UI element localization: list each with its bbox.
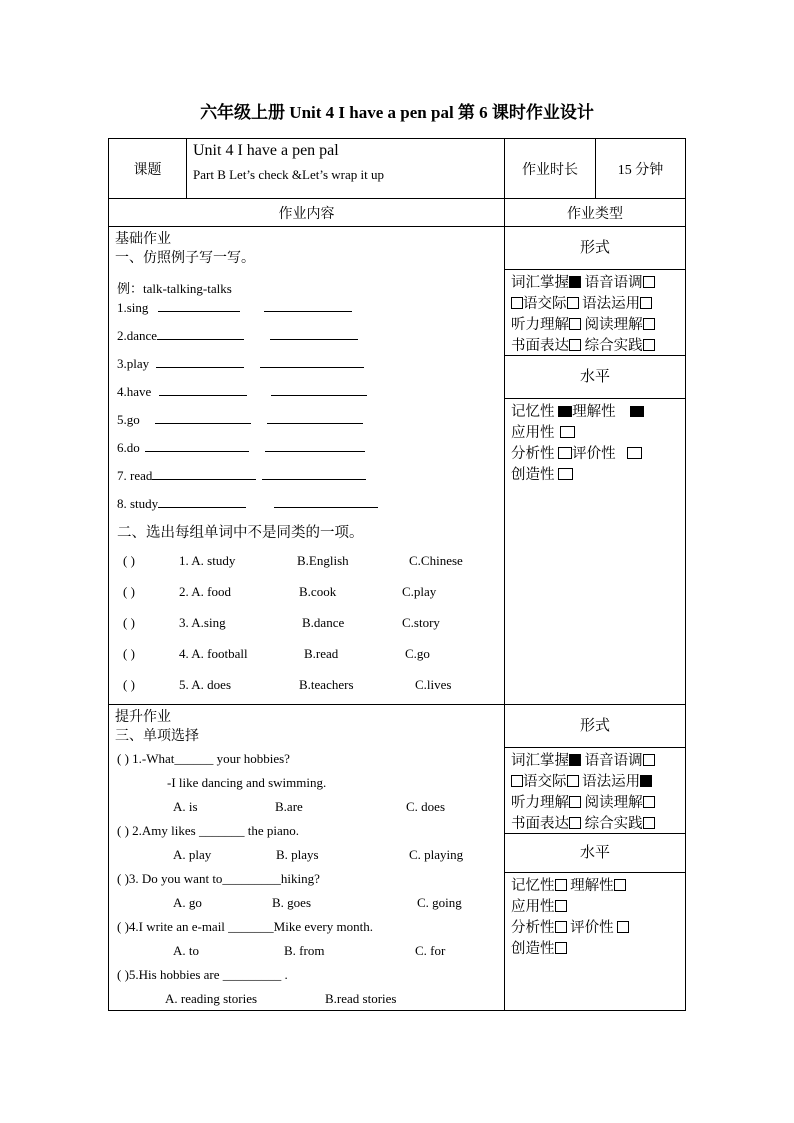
mcq-question: ( ) 2.Amy likes _______ the piano. xyxy=(117,823,299,838)
choice-option-a: 3. A.sing xyxy=(179,615,226,630)
form-label: 形式 xyxy=(579,718,610,734)
choice-option-c: C.play xyxy=(402,584,437,599)
mcq-option: B. plays xyxy=(276,847,319,862)
duration-value: 15 分钟 xyxy=(596,139,686,199)
checkbox-icon[interactable] xyxy=(555,942,567,954)
homework-table xyxy=(108,138,686,1011)
basic-heading: 基础作业 xyxy=(115,232,171,247)
checkbox-checked-icon[interactable] xyxy=(558,406,572,417)
mcq-option: A. reading stories xyxy=(165,991,258,1006)
mcq-option: B. from xyxy=(284,943,325,958)
form-label: 形式 xyxy=(579,240,610,256)
choice-option-b: B.cook xyxy=(299,584,337,599)
write-item: 5.go xyxy=(117,410,363,428)
mcq-option: C. does xyxy=(406,799,445,814)
mcq-option: C. playing xyxy=(409,847,464,862)
checkbox-icon[interactable] xyxy=(643,339,655,351)
mcq-option: B.read stories xyxy=(325,991,397,1006)
checkbox-icon[interactable] xyxy=(511,297,523,309)
choice-option-c: C.lives xyxy=(415,677,452,692)
mcq-question: ( )3. Do you want to_________hiking? xyxy=(117,871,320,886)
write-item: 2.dance xyxy=(117,326,358,344)
write-item: 4.have xyxy=(117,382,367,400)
level-opt: 评价性 xyxy=(570,920,614,936)
checkbox-icon[interactable] xyxy=(558,468,573,480)
checkbox-icon[interactable] xyxy=(558,447,572,459)
form-opt: 阅读理解 xyxy=(584,317,643,333)
choice-option-a: 5. A. does xyxy=(179,677,231,692)
form-opt: 书面表达 xyxy=(511,816,569,832)
choice-option-b: B.read xyxy=(304,646,339,661)
level-opt: 创造性 xyxy=(511,941,555,957)
choice-answer-blank: ( ) xyxy=(123,553,135,568)
level-opt: 分析性 xyxy=(511,920,555,936)
checkbox-icon[interactable] xyxy=(643,754,655,766)
write-item: 8. study xyxy=(117,494,378,512)
example-line: 例：talk-talking-talks xyxy=(117,281,232,296)
level-opt: 理解性 xyxy=(572,404,616,420)
level-label: 水平 xyxy=(505,355,685,398)
form-opt: 阅读理解 xyxy=(584,795,643,811)
mcq-list xyxy=(109,746,504,1006)
checkbox-icon[interactable] xyxy=(555,900,567,912)
level-options xyxy=(505,398,685,486)
level-opt: 创造性 xyxy=(511,467,555,483)
mcq-question: ( )4.I write an e-mail _______Mike every month. xyxy=(117,919,373,934)
mcq-question-line2: -I like dancing and swimming. xyxy=(167,775,327,790)
topic-cell xyxy=(187,139,505,199)
choice-option-c: C.Chinese xyxy=(409,553,463,568)
checkbox-checked-icon[interactable] xyxy=(640,775,652,787)
choice-option-b: B.English xyxy=(297,553,349,568)
choice-answer-blank: ( ) xyxy=(123,677,135,692)
unit-title: Unit 4 I have a pen pal xyxy=(193,142,339,159)
checkbox-icon[interactable] xyxy=(643,276,655,288)
part3-title: 三、单项选择 xyxy=(115,729,199,744)
topic-label: 课题 xyxy=(109,139,187,199)
choice-option-a: 2. A. food xyxy=(179,584,231,599)
level-label: 水平 xyxy=(505,833,685,872)
mcq-question: ( )5.His hobbies are _________ . xyxy=(117,967,288,982)
mcq-option: A. go xyxy=(173,895,202,910)
part1-title: 一、仿照例子写一写。 xyxy=(115,251,255,266)
unit-subtitle: Part B Let’s check &Let’s wrap it up xyxy=(193,167,384,182)
content-col-head: 作业内容 xyxy=(109,199,505,227)
document-title: 六年级上册 Unit 4 I have a pen pal 第 6 课时作业设计 xyxy=(200,103,594,122)
checkbox-checked-icon[interactable] xyxy=(630,406,644,417)
choice-answer-blank: ( ) xyxy=(123,584,135,599)
level-opt: 应用性 xyxy=(511,899,555,915)
form-opt: 语音语调 xyxy=(584,753,643,769)
checkbox-checked-icon[interactable] xyxy=(569,276,581,288)
type-col-head: 作业类型 xyxy=(505,199,686,227)
form-opt: 语法运用 xyxy=(582,774,641,790)
write-item: 6.do xyxy=(117,438,365,456)
choice-option-a: 1. A. study xyxy=(179,553,236,568)
mcq-option: A. is xyxy=(173,799,198,814)
checkbox-icon[interactable] xyxy=(617,921,629,933)
form-opt: 语交际 xyxy=(523,296,567,312)
mcq-option: B. goes xyxy=(272,895,311,910)
form-opt: 综合实践 xyxy=(584,816,643,832)
form-options xyxy=(505,269,685,355)
mcq-option: A. play xyxy=(173,847,212,862)
checkbox-icon[interactable] xyxy=(643,817,655,829)
write-item: 7. read xyxy=(117,466,366,484)
choice-answer-blank: ( ) xyxy=(123,615,135,630)
checkbox-icon[interactable] xyxy=(555,921,567,933)
choice-option-a: 4. A. football xyxy=(179,646,248,661)
checkbox-icon[interactable] xyxy=(569,318,581,330)
advanced-type-panel xyxy=(505,705,686,1011)
level-opt: 评价性 xyxy=(572,446,616,462)
write-item: 3.play xyxy=(117,354,364,372)
choice-option-c: C.story xyxy=(402,615,440,630)
checkbox-icon[interactable] xyxy=(511,775,523,787)
mcq-option: C. going xyxy=(417,895,462,910)
form-opt: 词汇掌握 xyxy=(511,753,569,769)
checkbox-icon[interactable] xyxy=(643,318,655,330)
form-opt: 听力理解 xyxy=(511,795,569,811)
checkbox-icon[interactable] xyxy=(555,879,567,891)
form-options xyxy=(505,747,685,833)
checkbox-icon[interactable] xyxy=(567,297,579,309)
choice-option-b: B.dance xyxy=(302,615,345,630)
form-opt: 综合实践 xyxy=(584,338,643,354)
checkbox-icon[interactable] xyxy=(569,817,581,829)
choice-option-b: B.teachers xyxy=(299,677,354,692)
checkbox-icon[interactable] xyxy=(643,796,655,808)
form-opt: 语法运用 xyxy=(582,296,641,312)
checkbox-icon[interactable] xyxy=(560,426,575,438)
checkbox-checked-icon[interactable] xyxy=(569,754,581,766)
checkbox-icon[interactable] xyxy=(569,796,581,808)
level-opt: 应用性 xyxy=(511,425,555,441)
form-opt: 语音语调 xyxy=(584,275,643,291)
duration-label: 作业时长 xyxy=(505,139,596,199)
form-opt: 词汇掌握 xyxy=(511,275,569,291)
basic-type-panel xyxy=(505,227,686,705)
mcq-option: C. for xyxy=(415,943,446,958)
level-opt: 理解性 xyxy=(570,878,614,894)
choice-answer-blank: ( ) xyxy=(123,646,135,661)
level-opt: 记忆性 xyxy=(511,878,555,894)
mcq-question: ( ) 1.-What______ your hobbies? xyxy=(117,751,290,766)
advanced-heading: 提升作业 xyxy=(115,710,171,725)
form-opt: 书面表达 xyxy=(511,338,569,354)
checkbox-icon[interactable] xyxy=(567,775,579,787)
checkbox-icon[interactable] xyxy=(640,297,652,309)
level-opt: 记忆性 xyxy=(511,404,555,420)
form-opt: 听力理解 xyxy=(511,317,569,333)
mcq-option: A. to xyxy=(173,943,199,958)
write-item: 1.sing xyxy=(117,298,352,316)
part2-title: 二、选出每组单词中不是同类的一项。 xyxy=(117,525,364,541)
checkbox-icon[interactable] xyxy=(614,879,626,891)
mcq-option: B.are xyxy=(275,799,303,814)
basic-content xyxy=(109,227,505,705)
level-options xyxy=(505,872,685,960)
checkbox-icon[interactable] xyxy=(627,447,642,459)
form-opt: 语交际 xyxy=(523,774,567,790)
checkbox-icon[interactable] xyxy=(569,339,581,351)
choice-option-c: C.go xyxy=(405,646,430,661)
advanced-content xyxy=(109,705,505,1011)
level-opt: 分析性 xyxy=(511,446,555,462)
